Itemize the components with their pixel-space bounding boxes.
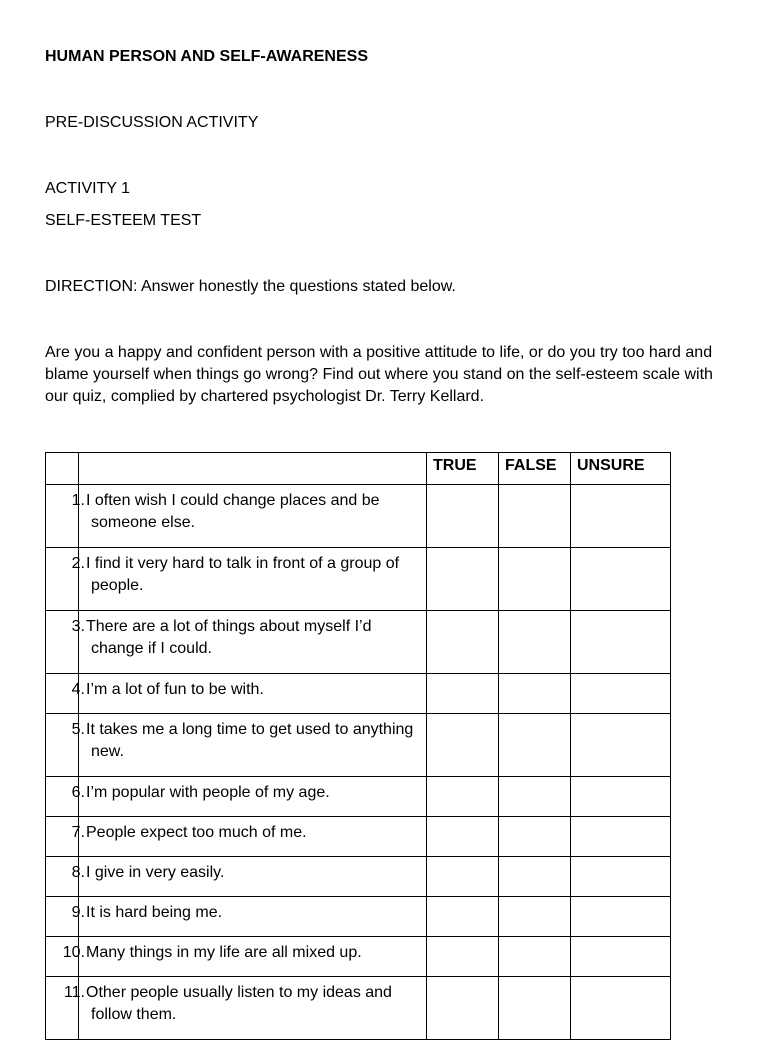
table-row — [46, 714, 671, 777]
answer-unsure-cell[interactable] — [571, 714, 671, 777]
table-row — [46, 817, 671, 857]
document-title: HUMAN PERSON AND SELF-AWARENESS — [45, 48, 368, 65]
answer-false-cell[interactable] — [499, 817, 571, 857]
test-name: SELF-ESTEEM TEST — [45, 212, 202, 229]
question-text: Many things in my life are all mixed up. — [86, 944, 362, 961]
answer-false-cell[interactable] — [499, 777, 571, 817]
answer-true-cell[interactable] — [427, 857, 499, 897]
table-row — [46, 674, 671, 714]
table-row — [46, 937, 671, 977]
answer-false-cell[interactable] — [499, 977, 571, 1040]
table-row — [46, 857, 671, 897]
header-false: FALSE — [499, 453, 571, 485]
direction-text: DIRECTION: Answer honestly the questions stated below. — [45, 278, 456, 295]
answer-true-cell[interactable] — [427, 817, 499, 857]
answer-true-cell[interactable] — [427, 485, 499, 548]
answer-true-cell[interactable] — [427, 674, 499, 714]
activity-label: ACTIVITY 1 — [45, 180, 131, 197]
question-text: I’m popular with people of my age. — [86, 784, 330, 801]
answer-unsure-cell[interactable] — [571, 897, 671, 937]
answer-true-cell[interactable] — [427, 548, 499, 611]
answer-unsure-cell[interactable] — [571, 674, 671, 714]
answer-unsure-cell[interactable] — [571, 548, 671, 611]
question-number: 8. — [71, 864, 85, 881]
table-row — [46, 611, 671, 674]
document-subtitle: PRE-DISCUSSION ACTIVITY — [45, 114, 259, 131]
answer-unsure-cell[interactable] — [571, 977, 671, 1040]
table-row — [46, 777, 671, 817]
question-number: 2. — [71, 555, 85, 572]
self-esteem-quiz-table — [45, 452, 671, 1040]
header-unsure: UNSURE — [571, 453, 671, 485]
answer-unsure-cell[interactable] — [571, 857, 671, 897]
question-number: 5. — [71, 721, 85, 738]
question-number: 9. — [71, 904, 85, 921]
question-number: 11. — [63, 984, 85, 1001]
header-true: TRUE — [427, 453, 499, 485]
question-text: Other people usually listen to my ideas and follow them. — [86, 984, 392, 1023]
answer-unsure-cell[interactable] — [571, 777, 671, 817]
intro-paragraph: Are you a happy and confident person with a positive attitude to life, or do you try too hard and blame yourself when things go wrong? Find out where you stand on the self-esteem scale with our quiz, complied by chartered psychologist Dr. Terry Kellard. — [45, 344, 713, 405]
answer-unsure-cell[interactable] — [571, 817, 671, 857]
answer-false-cell[interactable] — [499, 714, 571, 777]
answer-unsure-cell[interactable] — [571, 937, 671, 977]
table-row — [46, 977, 671, 1040]
question-text: I often wish I could change places and be someone else. — [86, 492, 380, 531]
question-number: 4. — [71, 681, 85, 698]
answer-true-cell[interactable] — [427, 977, 499, 1040]
question-text: It is hard being me. — [86, 904, 223, 921]
answer-true-cell[interactable] — [427, 937, 499, 977]
question-number: 1. — [71, 492, 85, 509]
answer-false-cell[interactable] — [499, 937, 571, 977]
answer-false-cell[interactable] — [499, 674, 571, 714]
answer-false-cell[interactable] — [499, 897, 571, 937]
question-number: 10. — [62, 944, 85, 961]
table-row — [46, 548, 671, 611]
question-text: I’m a lot of fun to be with. — [86, 681, 264, 698]
answer-false-cell[interactable] — [499, 548, 571, 611]
answer-unsure-cell[interactable] — [571, 611, 671, 674]
question-text: I give in very easily. — [86, 864, 225, 881]
header-blank-num — [46, 453, 79, 485]
answer-false-cell[interactable] — [499, 485, 571, 548]
table-row — [46, 897, 671, 937]
question-text: There are a lot of things about myself I’d change if I could. — [86, 618, 372, 657]
question-text: I find it very hard to talk in front of a group of people. — [86, 555, 400, 594]
question-number: 7. — [71, 824, 85, 841]
table-header-row — [46, 453, 671, 485]
question-number: 3. — [71, 618, 85, 635]
answer-true-cell[interactable] — [427, 897, 499, 937]
question-number: 6. — [71, 784, 85, 801]
answer-false-cell[interactable] — [499, 611, 571, 674]
question-text: It takes me a long time to get used to anything new. — [86, 721, 414, 760]
answer-unsure-cell[interactable] — [571, 485, 671, 548]
answer-false-cell[interactable] — [499, 857, 571, 897]
header-blank-question — [79, 453, 427, 485]
answer-true-cell[interactable] — [427, 611, 499, 674]
answer-true-cell[interactable] — [427, 777, 499, 817]
question-text: People expect too much of me. — [86, 824, 307, 841]
answer-true-cell[interactable] — [427, 714, 499, 777]
table-row — [46, 485, 671, 548]
